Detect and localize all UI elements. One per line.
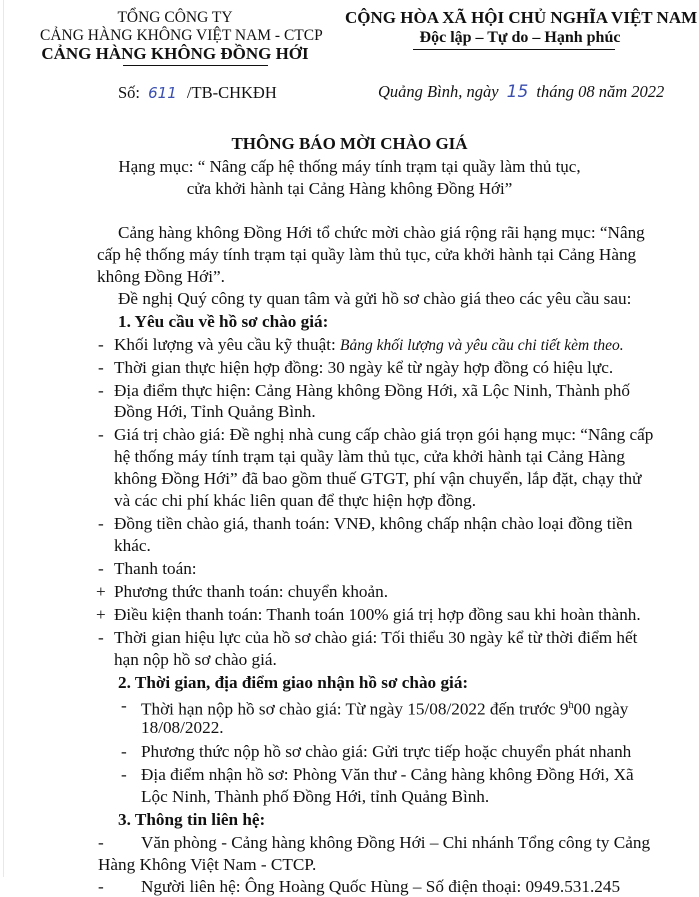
item-text-line-1: Đồng tiền chào giá, thanh toán: VNĐ, không chấp nhận chào loại đồng tiền bbox=[114, 514, 633, 533]
item-text-line-2: khác. bbox=[114, 536, 151, 555]
bullet-dash: - bbox=[98, 628, 104, 647]
item-text-line-1: Văn phòng - Cảng hàng không Đồng Hới – Chi nhánh Tổng công ty Cảng bbox=[141, 833, 651, 852]
item-text: Điều kiện thanh toán: Thanh toán 100% giá trị hợp đồng sau khi hoàn thành. bbox=[114, 605, 641, 624]
nation-underline bbox=[413, 49, 615, 50]
doc-number-handwritten: 611 bbox=[148, 84, 177, 102]
bullet-plus: + bbox=[96, 582, 106, 601]
doc-title: THÔNG BÁO MỜI CHÀO GIÁ bbox=[231, 134, 468, 153]
date-prefix: Quảng Bình, ngày bbox=[378, 82, 499, 101]
item-text bbox=[114, 334, 624, 356]
item-text-line-1: Giá trị chào giá: Đề nghị nhà cung cấp chào giá trọn gói hạng mục: “Nâng cấp bbox=[114, 425, 654, 444]
doc-number-label: Số: bbox=[118, 83, 141, 102]
item-text-line-2: hạn nộp hồ sơ chào giá. bbox=[114, 650, 277, 669]
bullet-dash: - bbox=[121, 742, 127, 761]
org-underline bbox=[123, 65, 268, 66]
item-text-line-2: Đồng Hới, Tỉnh Quảng Bình. bbox=[114, 402, 316, 421]
item-text-part: 00 ngày bbox=[573, 699, 629, 719]
doc-date bbox=[378, 82, 664, 102]
item-text-line-2: Lộc Ninh, Thành phố Đồng Hới, tỉnh Quảng Bình. bbox=[141, 787, 490, 806]
intro-line-2: cấp hệ thống máy tính trạm tại quầy làm thủ tục, cửa khởi hành tại Cảng Hàng bbox=[97, 245, 637, 264]
bullet-dash: - bbox=[98, 358, 104, 377]
bullet-dash: - bbox=[98, 514, 104, 533]
bullet-dash: - bbox=[98, 877, 104, 896]
item-text: Người liên hệ: Ông Hoàng Quốc Hùng – Số điện thoại: 0949.531.245 bbox=[141, 877, 621, 896]
item-text: Phương thức thanh toán: chuyển khoản. bbox=[114, 582, 389, 601]
nation-line-2: Độc lập – Tự do – Hạnh phúc bbox=[419, 29, 621, 46]
bullet-dash: - bbox=[98, 381, 104, 400]
section-3-heading: 3. Thông tin liên hệ: bbox=[118, 810, 266, 829]
org-line-1: TỔNG CÔNG TY bbox=[117, 9, 233, 26]
bullet-dash: - bbox=[98, 425, 104, 444]
time-superscript: h bbox=[568, 700, 574, 711]
bullet-dash: - bbox=[98, 833, 104, 852]
org-line-2: CẢNG HÀNG KHÔNG VIỆT NAM - CTCP bbox=[40, 27, 323, 44]
intro-line-3: không Đồng Hới”. bbox=[97, 267, 225, 286]
intro-request: Đề nghị Quý công ty quan tâm và gửi hồ sơ chào giá theo các yêu cầu sau: bbox=[118, 289, 632, 308]
item-text: Phương thức nộp hồ sơ chào giá: Gửi trực tiếp hoặc chuyển phát nhanh bbox=[141, 742, 632, 761]
intro-line-1: Cảng hàng không Đồng Hới tổ chức mời chào giá rộng rãi hạng mục: “Nâng bbox=[118, 223, 645, 242]
section-2-heading: 2. Thời gian, địa điểm giao nhận hồ sơ chào giá: bbox=[118, 673, 469, 692]
org-line-3: CẢNG HÀNG KHÔNG ĐỒNG HỚI bbox=[41, 44, 309, 63]
item-text-line-3: không Đồng Hới” đã bao gồm thuế GTGT, phí vận chuyển, lắp đặt, chạy thử bbox=[114, 469, 642, 488]
section-1-heading: 1. Yêu cầu về hồ sơ chào giá: bbox=[118, 312, 329, 331]
item-text: Thời gian thực hiện hợp đồng: 30 ngày kể từ ngày hợp đồng có hiệu lực. bbox=[114, 358, 614, 377]
item-text: Thanh toán: bbox=[114, 559, 197, 578]
nation-line-1: CỘNG HÒA XÃ HỘI CHỦ NGHĨA VIỆT NAM bbox=[345, 8, 698, 27]
bullet-dash: - bbox=[121, 696, 127, 715]
date-suffix: tháng 08 năm 2022 bbox=[536, 82, 665, 101]
item-text-line-4: và các chi phí khác liên quan để thực hiện hợp đồng. bbox=[114, 491, 477, 510]
bullet-plus: + bbox=[96, 605, 106, 624]
item-text-line-2: 18/08/2022. bbox=[141, 718, 224, 737]
subtitle-line-1: Hạng mục: “ Nâng cấp hệ thống máy tính trạm tại quầy làm thủ tục, bbox=[118, 157, 581, 176]
bullet-dash: - bbox=[121, 765, 127, 784]
item-label: Khối lượng và yêu cầu kỹ thuật: bbox=[114, 335, 341, 354]
item-text-line-1: Địa điểm nhận hồ sơ: Phòng Văn thư - Cảng hàng không Đồng Hới, Xã bbox=[141, 765, 634, 784]
date-day-handwritten: 15 bbox=[506, 82, 529, 102]
item-text-line-1: Thời gian hiệu lực của hồ sơ chào giá: Tối thiểu 30 ngày kể từ thời điểm hết bbox=[114, 628, 638, 647]
item-text-part: Thời hạn nộp hồ sơ chào giá: Từ ngày 15/08/2022 đến trước 9 bbox=[141, 699, 569, 719]
item-text-line-2: hệ thống máy tính trạm tại quầy làm thủ tục, cửa khởi hành tại Cảng Hàng bbox=[114, 447, 625, 466]
subtitle-line-2: cửa khởi hành tại Cảng Hàng không Đồng Hới” bbox=[186, 179, 513, 198]
item-text-line-1: Địa điểm thực hiện: Cảng Hàng không Đồng Hới, xã Lộc Ninh, Thành phố bbox=[114, 381, 630, 400]
doc-number-suffix: /TB-CHKĐH bbox=[186, 83, 277, 102]
bullet-dash: - bbox=[98, 559, 104, 578]
scan-edge bbox=[3, 0, 4, 877]
bullet-dash: - bbox=[98, 335, 104, 354]
doc-number bbox=[118, 83, 277, 103]
item-italic-note: Bảng khối lượng và yêu cầu chi tiết kèm theo. bbox=[340, 337, 624, 354]
item-text-line-2: Hàng Không Việt Nam - CTCP. bbox=[98, 855, 317, 874]
